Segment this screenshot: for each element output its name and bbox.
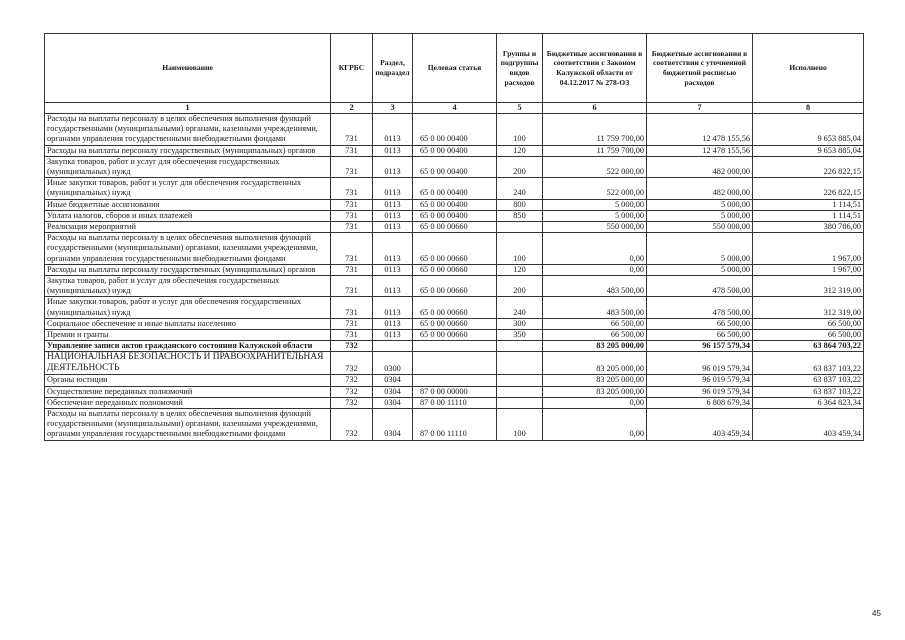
row-refined: 550 000,00: [647, 222, 753, 233]
row-kgrbs: 731: [331, 318, 373, 329]
row-target: [413, 352, 497, 375]
row-razdel: 0113: [373, 145, 413, 156]
row-vid: 850: [497, 210, 543, 221]
row-law: 550 000,00: [543, 222, 647, 233]
row-vid: [497, 375, 543, 386]
row-refined: 96 019 579,34: [647, 375, 753, 386]
row-executed: 403 459,34: [753, 409, 864, 441]
row-executed: 63 864 703,22: [753, 341, 864, 352]
row-name: Иные бюджетные ассигнования: [45, 199, 331, 210]
header-razdel: Раздел, подраздел: [373, 34, 413, 103]
row-kgrbs: 731: [331, 264, 373, 275]
row-name: Социальное обеспечение и иные выплаты населению: [45, 318, 331, 329]
table-row: [45, 210, 864, 221]
column-number: 4: [413, 103, 497, 114]
row-name: Расходы на выплаты персоналу в целях обеспечения выполнения функций государственными (муниципальными) органами, казенными учреждениями, органами управления государственными внебюджетными фондами: [45, 114, 331, 146]
table-row: [45, 330, 864, 341]
column-number: 6: [543, 103, 647, 114]
row-name: Расходы на выплаты персоналу в целях обеспечения выполнения функций государственными (муниципальными) органами, казенными учреждениями, органами управления государственными внебюджетными фондами: [45, 233, 331, 265]
row-law: 11 759 700,00: [543, 114, 647, 146]
row-law: 0,00: [543, 397, 647, 408]
row-vid: [497, 397, 543, 408]
row-law: 5 000,00: [543, 210, 647, 221]
row-kgrbs: 731: [331, 114, 373, 146]
row-razdel: 0304: [373, 397, 413, 408]
row-vid: [497, 386, 543, 397]
row-target: 65 0 00 00660: [413, 318, 497, 329]
page-number: 45: [872, 609, 881, 618]
row-law: 483 500,00: [543, 297, 647, 318]
row-kgrbs: 731: [331, 276, 373, 297]
table-row: [45, 375, 864, 386]
row-law: 5 000,00: [543, 199, 647, 210]
row-vid: [497, 352, 543, 375]
row-refined: 6 808 679,34: [647, 397, 753, 408]
row-law: 0,00: [543, 264, 647, 275]
row-kgrbs: 731: [331, 222, 373, 233]
row-razdel: 0304: [373, 386, 413, 397]
row-refined: 96 019 579,34: [647, 386, 753, 397]
table-row: [45, 145, 864, 156]
row-vid: 120: [497, 264, 543, 275]
row-vid: 200: [497, 156, 543, 177]
row-target: 65 0 00 00400: [413, 145, 497, 156]
column-number-row: [45, 103, 864, 114]
row-kgrbs: 731: [331, 178, 373, 199]
row-kgrbs: 732: [331, 409, 373, 441]
row-target: 87 0 00 11110: [413, 397, 497, 408]
row-law: 83 205 000,00: [543, 375, 647, 386]
header-kgrbs: КГРБС: [331, 34, 373, 103]
row-kgrbs: 732: [331, 341, 373, 352]
row-razdel: 0113: [373, 297, 413, 318]
row-executed: 9 653 885,04: [753, 145, 864, 156]
row-executed: 1 114,51: [753, 199, 864, 210]
row-refined: 5 000,00: [647, 210, 753, 221]
row-target: 65 0 00 00660: [413, 222, 497, 233]
header-target: Целевая статья: [413, 34, 497, 103]
row-razdel: 0304: [373, 375, 413, 386]
row-law: 483 500,00: [543, 276, 647, 297]
row-vid: 350: [497, 330, 543, 341]
row-name: Органы юстиции: [45, 375, 331, 386]
row-refined: 12 478 155,56: [647, 145, 753, 156]
row-refined: 12 478 155,56: [647, 114, 753, 146]
row-target: [413, 341, 497, 352]
row-razdel: 0113: [373, 318, 413, 329]
table-row: [45, 233, 864, 265]
row-vid: 240: [497, 178, 543, 199]
column-number: 8: [753, 103, 864, 114]
table-row: [45, 178, 864, 199]
row-name: Осуществление переданных полномочий: [45, 386, 331, 397]
row-vid: 240: [497, 297, 543, 318]
row-kgrbs: 731: [331, 156, 373, 177]
row-vid: 100: [497, 233, 543, 265]
table-row: [45, 199, 864, 210]
row-executed: 63 837 103,22: [753, 352, 864, 375]
row-executed: 63 837 103,22: [753, 386, 864, 397]
column-number: 7: [647, 103, 753, 114]
row-executed: 63 837 103,22: [753, 375, 864, 386]
row-executed: 312 319,00: [753, 297, 864, 318]
table-row: [45, 156, 864, 177]
row-refined: 96 019 579,34: [647, 352, 753, 375]
row-target: 65 0 00 00660: [413, 276, 497, 297]
row-executed: 66 500,00: [753, 330, 864, 341]
row-executed: 312 319,00: [753, 276, 864, 297]
row-kgrbs: 731: [331, 199, 373, 210]
row-executed: 380 786,00: [753, 222, 864, 233]
row-law: 83 205 000,00: [543, 386, 647, 397]
row-razdel: 0113: [373, 233, 413, 265]
row-kgrbs: 731: [331, 210, 373, 221]
row-name: Расходы на выплаты персоналу государственных (муниципальных) органов: [45, 264, 331, 275]
table-row: [45, 341, 864, 352]
row-vid: 300: [497, 318, 543, 329]
row-target: 65 0 00 00400: [413, 114, 497, 146]
row-razdel: 0113: [373, 264, 413, 275]
table-row: [45, 386, 864, 397]
column-number: 3: [373, 103, 413, 114]
row-kgrbs: 731: [331, 330, 373, 341]
row-razdel: 0113: [373, 114, 413, 146]
header-refined: Бюджетные ассигнования в соответствии с уточненной бюджетной росписью расходов: [647, 34, 753, 103]
row-target: 65 0 00 00400: [413, 210, 497, 221]
row-razdel: 0113: [373, 210, 413, 221]
row-target: 87 0 00 00000: [413, 386, 497, 397]
row-target: 65 0 00 00400: [413, 178, 497, 199]
column-number: 2: [331, 103, 373, 114]
row-kgrbs: 731: [331, 145, 373, 156]
table-row: [45, 397, 864, 408]
header-name: Наименование: [45, 34, 331, 103]
table-body: [45, 114, 864, 441]
row-razdel: 0113: [373, 199, 413, 210]
table-row: [45, 352, 864, 375]
row-name: НАЦИОНАЛЬНАЯ БЕЗОПАСНОСТЬ И ПРАВООХРАНИТЕЛЬНАЯ ДЕЯТЕЛЬНОСТЬ: [45, 352, 331, 375]
row-name: Расходы на выплаты персоналу в целях обеспечения выполнения функций государственными (муниципальными) органами, казенными учреждениями, органами управления государственными внебюджетными фондами: [45, 409, 331, 441]
row-refined: 403 459,34: [647, 409, 753, 441]
row-name: Обеспечение переданных полномочий: [45, 397, 331, 408]
row-target: [413, 375, 497, 386]
row-executed: 1 114,51: [753, 210, 864, 221]
table-row: [45, 297, 864, 318]
table-row: [45, 318, 864, 329]
row-kgrbs: 732: [331, 386, 373, 397]
row-name: Управление записи актов гражданского состояния Калужской области: [45, 341, 331, 352]
header-law: Бюджетные ассигнования в соответствии с Законом Калужской области от 04.12.2017 № 278-ОЗ: [543, 34, 647, 103]
row-target: 65 0 00 00400: [413, 156, 497, 177]
row-target: 87 0 00 11110: [413, 409, 497, 441]
row-law: 522 000,00: [543, 156, 647, 177]
row-refined: 66 500,00: [647, 318, 753, 329]
row-law: 66 500,00: [543, 330, 647, 341]
row-razdel: 0113: [373, 178, 413, 199]
row-target: 65 0 00 00400: [413, 199, 497, 210]
row-refined: 96 157 579,34: [647, 341, 753, 352]
row-kgrbs: 732: [331, 352, 373, 375]
row-razdel: 0113: [373, 276, 413, 297]
table-row: [45, 264, 864, 275]
row-refined: 5 000,00: [647, 264, 753, 275]
budget-table: [44, 33, 864, 441]
row-law: 66 500,00: [543, 318, 647, 329]
table-row: [45, 222, 864, 233]
row-kgrbs: 731: [331, 297, 373, 318]
row-vid: 100: [497, 114, 543, 146]
row-name: Закупка товаров, работ и услуг для обеспечения государственных (муниципальных) нужд: [45, 156, 331, 177]
row-refined: 66 500,00: [647, 330, 753, 341]
row-target: 65 0 00 00660: [413, 330, 497, 341]
row-refined: 482 000,00: [647, 178, 753, 199]
row-razdel: 0300: [373, 352, 413, 375]
row-target: 65 0 00 00660: [413, 233, 497, 265]
row-razdel: 0113: [373, 156, 413, 177]
row-executed: 6 364 823,34: [753, 397, 864, 408]
row-executed: 9 653 885,04: [753, 114, 864, 146]
row-executed: 226 822,15: [753, 178, 864, 199]
table-row: [45, 276, 864, 297]
row-law: 83 205 000,00: [543, 341, 647, 352]
row-law: 0,00: [543, 233, 647, 265]
row-name: Закупка товаров, работ и услуг для обеспечения государственных (муниципальных) нужд: [45, 276, 331, 297]
row-refined: 478 500,00: [647, 297, 753, 318]
table-row: [45, 409, 864, 441]
table-row: [45, 114, 864, 146]
row-vid: 200: [497, 276, 543, 297]
row-kgrbs: 732: [331, 397, 373, 408]
row-vid: [497, 341, 543, 352]
row-razdel: 0113: [373, 222, 413, 233]
row-name: Иные закупки товаров, работ и услуг для обеспечения государственных (муниципальных) нужд: [45, 297, 331, 318]
row-name: Иные закупки товаров, работ и услуг для обеспечения государственных (муниципальных) нужд: [45, 178, 331, 199]
row-executed: 1 967,00: [753, 264, 864, 275]
row-name: Реализация мероприятий: [45, 222, 331, 233]
header-groups: Группы и подгруппы видов расходов: [497, 34, 543, 103]
row-target: 65 0 00 00660: [413, 264, 497, 275]
row-target: 65 0 00 00660: [413, 297, 497, 318]
row-executed: 1 967,00: [753, 233, 864, 265]
column-number: 5: [497, 103, 543, 114]
row-refined: 5 000,00: [647, 233, 753, 265]
row-refined: 482 000,00: [647, 156, 753, 177]
row-name: Премии и гранты: [45, 330, 331, 341]
row-vid: 100: [497, 409, 543, 441]
row-law: 11 759 700,00: [543, 145, 647, 156]
row-refined: 5 000,00: [647, 199, 753, 210]
row-vid: 120: [497, 145, 543, 156]
row-refined: 478 500,00: [647, 276, 753, 297]
row-vid: 800: [497, 199, 543, 210]
row-razdel: 0113: [373, 330, 413, 341]
row-name: Уплата налогов, сборов и иных платежей: [45, 210, 331, 221]
row-razdel: 0304: [373, 409, 413, 441]
row-law: 522 000,00: [543, 178, 647, 199]
row-executed: 66 500,00: [753, 318, 864, 329]
row-executed: 226 822,15: [753, 156, 864, 177]
row-vid: [497, 222, 543, 233]
row-razdel: [373, 341, 413, 352]
header-row: [45, 34, 864, 103]
row-law: 83 205 000,00: [543, 352, 647, 375]
row-kgrbs: 732: [331, 375, 373, 386]
column-number: 1: [45, 103, 331, 114]
row-law: 0,00: [543, 409, 647, 441]
row-name: Расходы на выплаты персоналу государственных (муниципальных) органов: [45, 145, 331, 156]
header-executed: Исполнено: [753, 34, 864, 103]
row-kgrbs: 731: [331, 233, 373, 265]
